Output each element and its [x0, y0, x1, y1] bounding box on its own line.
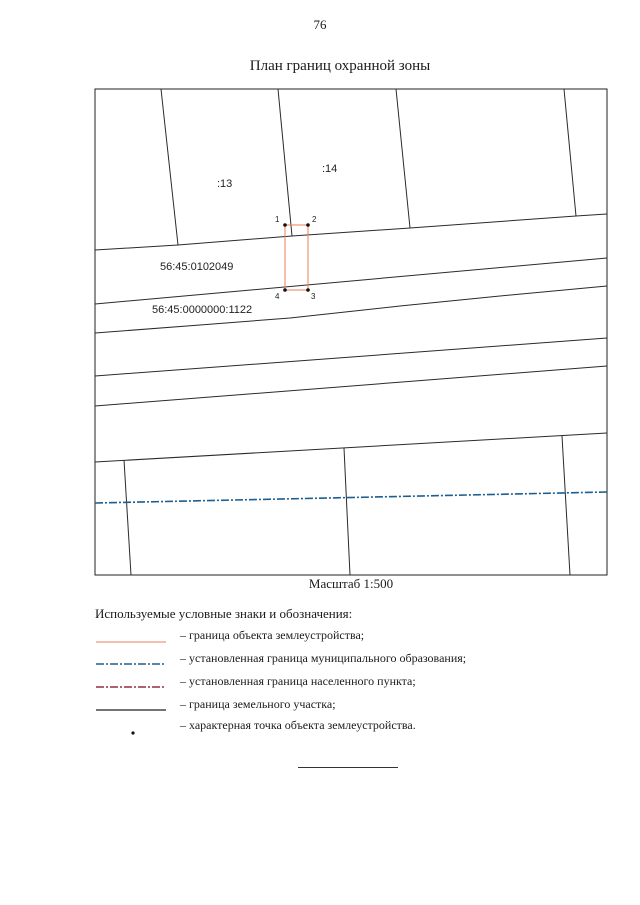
legend-title: Используемые условные знаки и обозначения: [95, 606, 353, 621]
legend-item-municipal-boundary: – установленная граница муниципального образования; [180, 651, 467, 665]
legend-item-characteristic-point: – характерная точка объекта землеустройства. [180, 718, 416, 732]
map-scale: Масштаб 1:500 [308, 576, 394, 591]
parcel-label-14: :14 [322, 163, 338, 175]
legend-symbol-characteristic-point [131, 731, 134, 734]
quarter-label: 56:45:0102049 [160, 261, 234, 273]
road-parcel-label: 56:45:0000000:1122 [152, 304, 253, 316]
point-label: 2 [312, 215, 317, 224]
page-number: 76 [313, 17, 327, 32]
legend-item-object-boundary: – граница объекта землеустройства; [180, 628, 365, 642]
legend-item-settlement-boundary: – установленная граница населенного пункта; [180, 674, 416, 688]
plan-title: План границ охранной зоны [249, 58, 431, 74]
point-label: 3 [311, 292, 316, 301]
legend-item-parcel-boundary: – граница земельного участка; [180, 697, 336, 711]
point-label: 4 [275, 292, 280, 301]
parcel-label-13: :13 [217, 178, 233, 190]
point-label: 1 [275, 215, 280, 224]
footer-rule [298, 767, 398, 768]
